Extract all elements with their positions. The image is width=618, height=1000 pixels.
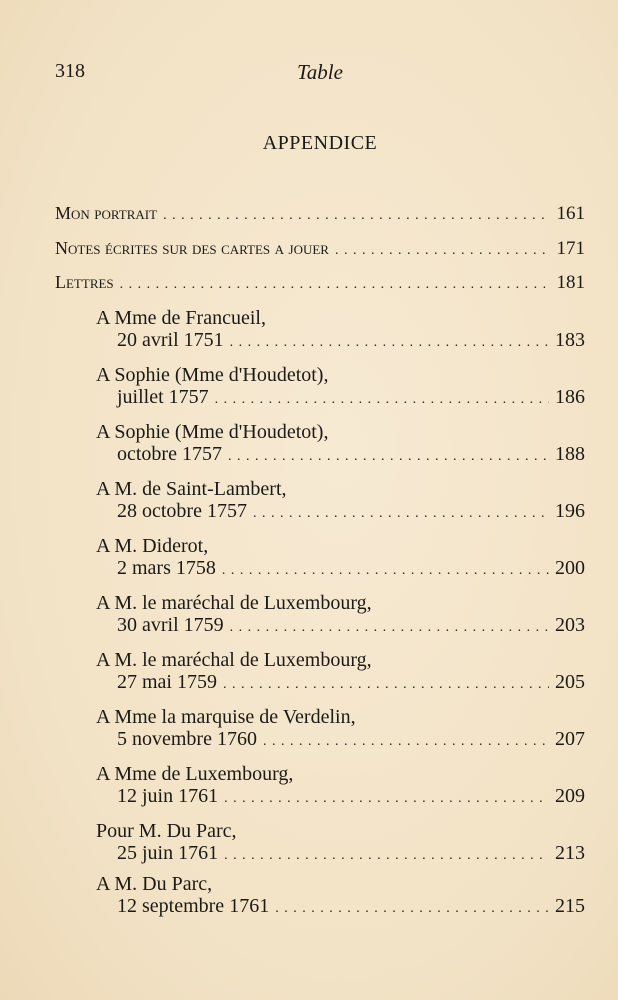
toc-letter-entry	[96, 478, 585, 525]
toc-entry-lettres	[55, 272, 585, 295]
toc-entry-page: 183	[555, 329, 585, 351]
leader-dots	[224, 617, 549, 639]
leader-dots	[224, 332, 549, 354]
letter-recipient: A M. Du Parc,	[96, 873, 213, 895]
leader-dots	[257, 731, 549, 753]
letter-recipient: A M. le maréchal de Luxembourg,	[96, 592, 372, 614]
letter-date: octobre 1757	[117, 443, 222, 465]
page-number: 318	[55, 60, 85, 82]
toc-entry-page: 213	[555, 842, 585, 864]
section-title: APPENDICE	[262, 132, 378, 154]
leader-dots	[216, 560, 549, 582]
toc-entry-label: Mon portrait	[55, 203, 158, 223]
leader-dots	[114, 274, 549, 295]
toc-letter-entry	[96, 592, 585, 639]
toc-entry-label: Notes écrites sur des cartes a jouer	[55, 238, 329, 258]
letter-recipient: A Mme de Luxembourg,	[96, 763, 294, 785]
leader-dots	[157, 205, 549, 226]
toc-letter-entry	[96, 649, 585, 696]
letter-recipient: A Mme la marquise de Verdelin,	[96, 706, 356, 728]
letter-recipient: A Mme de Francueil,	[96, 307, 266, 329]
page-header	[55, 60, 585, 90]
letter-recipient: A M. le maréchal de Luxembourg,	[96, 649, 372, 671]
letter-recipient: A M. de Saint-Lambert,	[96, 478, 287, 500]
running-title: Table	[297, 60, 343, 84]
letter-date: 2 mars 1758	[117, 557, 216, 579]
toc-entry-page: 205	[555, 671, 585, 693]
toc-entry-page: 207	[555, 728, 585, 750]
toc-letter-entry	[96, 763, 585, 810]
letter-date: 20 avril 1751	[117, 329, 224, 351]
letter-date: 25 juin 1761	[117, 842, 219, 864]
toc-entry-page: 203	[555, 614, 585, 636]
letter-date: 30 avril 1759	[117, 614, 224, 636]
leader-dots	[269, 898, 549, 920]
toc-entry-page: 209	[555, 785, 585, 807]
letter-recipient: A Sophie (Mme d'Houdetot),	[96, 421, 329, 443]
toc-entry-notes	[55, 238, 585, 261]
leader-dots	[247, 503, 549, 525]
leader-dots	[218, 788, 549, 810]
letter-date: 28 octobre 1757	[117, 500, 247, 522]
toc-entry-page: 200	[555, 557, 585, 579]
toc-letter-entry	[96, 421, 585, 468]
leader-dots	[218, 845, 549, 867]
toc-letter-entry	[96, 307, 585, 354]
letter-date: 5 novembre 1760	[117, 728, 257, 750]
letter-date: 12 juin 1761	[117, 785, 219, 807]
toc-entry-page: 161	[556, 203, 585, 224]
toc-entry-page: 196	[555, 500, 585, 522]
toc-entry-label: Lettres	[55, 272, 114, 292]
toc-letter-entry	[96, 873, 585, 920]
letter-date: juillet 1757	[117, 386, 209, 408]
letter-recipient: A Sophie (Mme d'Houdetot),	[96, 364, 329, 386]
letter-date: 12 septembre 1761	[117, 895, 270, 917]
toc-entry-mon-portrait	[55, 203, 585, 226]
toc-letter-entry	[96, 820, 585, 867]
leader-dots	[217, 674, 549, 696]
letter-recipient: A M. Diderot,	[96, 535, 209, 557]
toc-letter-entry	[96, 535, 585, 582]
toc-letter-entry	[96, 364, 585, 411]
leader-dots	[222, 446, 549, 468]
toc-letter-entry	[96, 706, 585, 753]
toc-entry-page: 188	[555, 443, 585, 465]
leader-dots	[329, 240, 549, 261]
toc-entry-page: 171	[556, 238, 585, 259]
leader-dots	[209, 389, 549, 411]
toc-entry-page: 186	[555, 386, 585, 408]
toc-entry-page: 181	[556, 272, 585, 293]
letter-recipient: Pour M. Du Parc,	[96, 820, 237, 842]
toc-entry-page: 215	[555, 895, 585, 917]
letter-date: 27 mai 1759	[117, 671, 217, 693]
